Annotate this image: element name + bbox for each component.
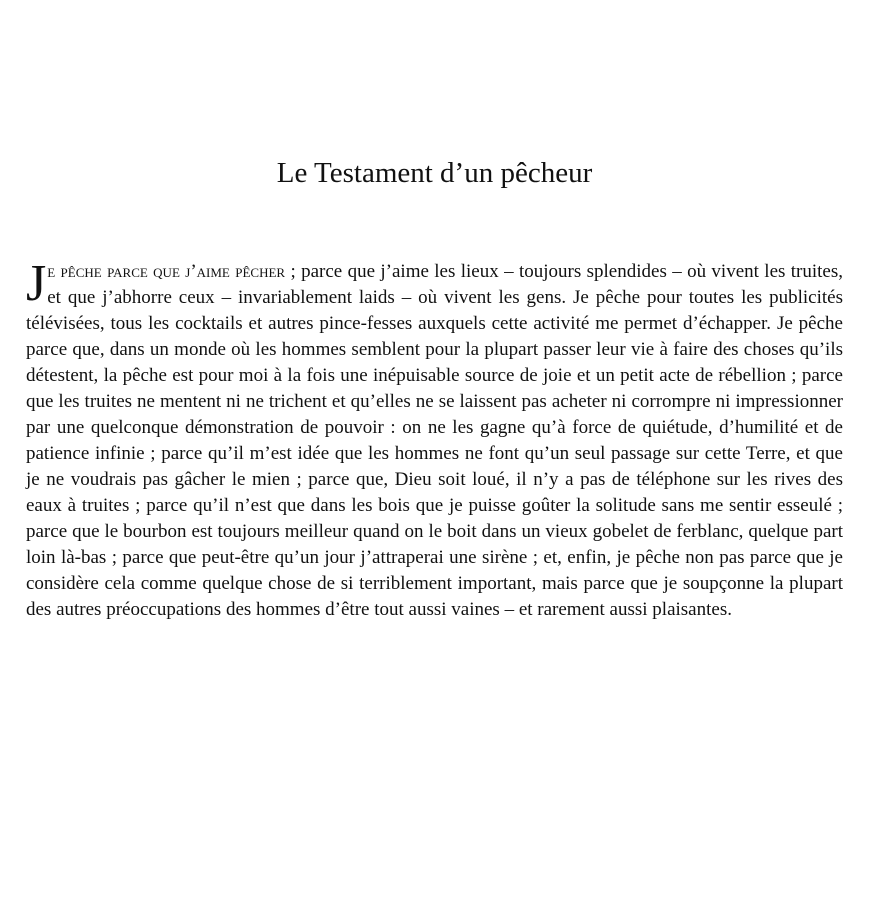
paragraph-text: ; parce que j’aime les lieux – toujours splendides – où vivent les truites, et que j’abhorre ceux – invariablement laids – où vivent les gens. Je pêche pour toutes les publicités télévisées, tous les cocktails et autres pince-fesses auxquels cette activité me permet d’échapper. Je pêche parce que, dans un monde où les hommes semblent pour la plupart passer leur vie à faire des choses qu’ils détestent, la pêche est pour moi à la fois une inépuisable source de joie et un petit acte de rébellion ; parce que les truites ne mentent ni ne trichent et qu’elles ne se laissent pas acheter ni corrompre ni impressionner par une quelconque démonstration de pouvoir : on ne les gagne qu’à force de quiétude, d’humilité et de patience infinie ; parce qu’il m’est idée que les hommes ne font qu’un seul passage sur cette Terre, et que je ne voudrais pas gâcher le mien ; parce que, Dieu soit loué, il n’y a pas de téléphone sur les rives des eaux à truites ; parce qu’il n’est que dans les bois que je puisse goûter la solitude sans me sentir esseulé ; parce que le bourbon est toujours meilleur quand on le boit dans un vieux gobelet de ferblanc, quelque part loin là-bas ; parce que peut-être qu’un jour j’attraperai une sirène ; et, enfin, je pêche non pas parce que je considère cela comme quelque chose de si terriblement important, mais parce que je soupçonne la plupart des autres préoccupations des hommes d’être tout aussi vaines – et rarement aussi plaisantes. [26, 261, 844, 620]
small-caps-lead-in: e pêche parce que j’aime pêcher [47, 261, 286, 282]
body-paragraph [26, 255, 844, 623]
page-title: Le Testament d’un pêcheur [276, 157, 593, 189]
drop-cap-letter: J [26, 255, 47, 312]
